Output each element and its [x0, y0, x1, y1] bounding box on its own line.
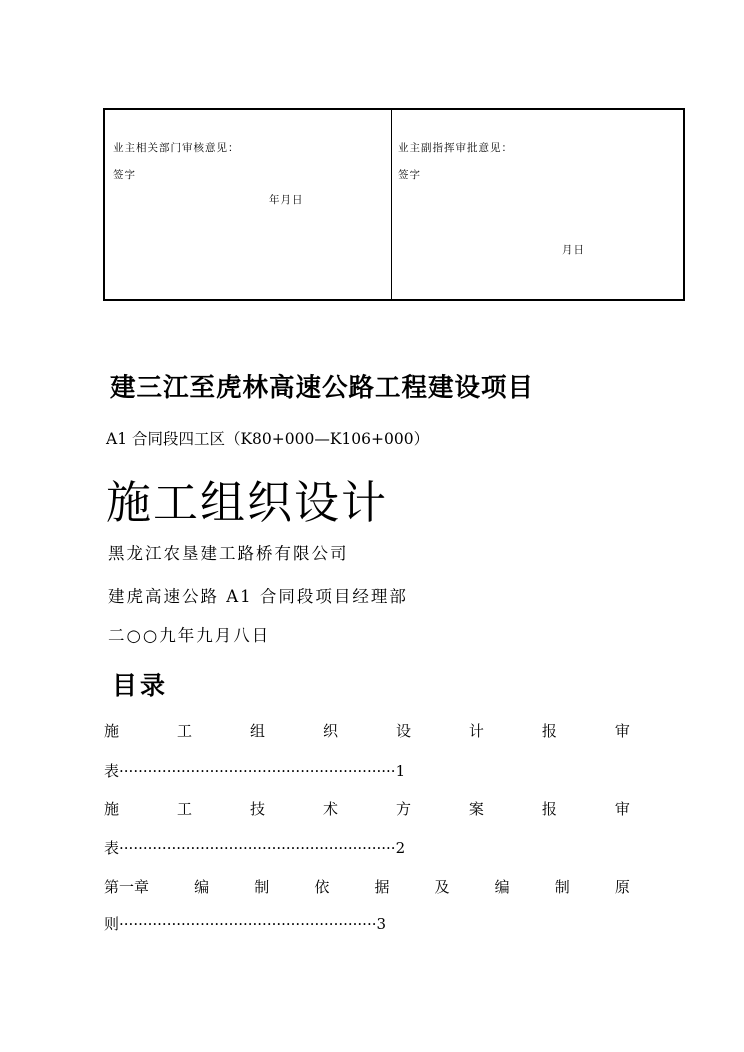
company-name: 黑龙江农垦建工路桥有限公司 [108, 544, 349, 563]
right-sign-label: 签字 [398, 169, 421, 181]
toc-tail-char: 表 [104, 839, 120, 857]
approval-table [103, 108, 685, 301]
toc-char: 组 [249, 722, 265, 740]
toc-char: 报 [541, 800, 557, 818]
toc-heading: 目录 [112, 671, 169, 700]
project-title: 建三江至虎林高速公路工程建设项目 [110, 373, 535, 403]
toc-page-number: 2 [395, 839, 406, 857]
toc-char: 施 [104, 722, 120, 740]
left-opinion-label: 业主相关部门审核意见： [113, 142, 240, 154]
toc-char: 编 [194, 878, 210, 896]
toc-page-number: 1 [395, 762, 406, 780]
toc-char: 设 [395, 722, 411, 740]
toc-char: 制 [254, 878, 270, 896]
toc-leader: ······················································ [119, 915, 377, 933]
toc-entry-2-head[interactable] [104, 798, 630, 819]
left-date-label: 年月日 [269, 194, 304, 206]
document-date: 二○○九年九月八日 [108, 626, 271, 645]
toc-leader: ·························································· [119, 762, 396, 780]
toc-char: 制 [554, 878, 570, 896]
toc-char: 技 [249, 800, 265, 818]
toc-char: 据 [374, 878, 390, 896]
toc-char: 方 [395, 800, 411, 818]
toc-char: 审 [614, 722, 630, 740]
toc-char: 织 [322, 722, 338, 740]
section-subtitle: A1 合同段四工区（K80+000—K106+000） [106, 430, 430, 448]
right-opinion-label: 业主副指挥审批意见： [398, 142, 513, 154]
toc-char: 及 [434, 878, 450, 896]
toc-char: 依 [314, 878, 330, 896]
toc-char: 报 [541, 722, 557, 740]
toc-char: 术 [322, 800, 338, 818]
table-divider [391, 110, 392, 299]
toc-page-number: 3 [376, 915, 387, 933]
toc-char: 施 [104, 800, 120, 818]
toc-char: 工 [176, 722, 192, 740]
toc-char: 计 [468, 722, 484, 740]
toc-entry-3-tail[interactable] [104, 913, 386, 934]
toc-entry-2-tail[interactable] [104, 837, 405, 858]
toc-tail-char: 表 [104, 762, 120, 780]
toc-tail-char: 则 [104, 915, 120, 933]
right-date-label: 月日 [562, 244, 585, 256]
toc-char: 原 [614, 878, 630, 896]
toc-char: 案 [468, 800, 484, 818]
toc-char: 第一章 [104, 878, 150, 896]
toc-char: 工 [176, 800, 192, 818]
toc-entry-3-head[interactable] [104, 876, 630, 897]
toc-entry-1-tail[interactable] [104, 760, 405, 781]
toc-entry-1-head[interactable] [104, 720, 630, 741]
department-name: 建虎高速公路 A1 合同段项目经理部 [108, 587, 408, 606]
toc-leader: ·························································· [119, 839, 396, 857]
document-title: 施工组织设计 [106, 476, 389, 529]
toc-char: 编 [494, 878, 510, 896]
toc-char: 审 [614, 800, 630, 818]
left-sign-label: 签字 [113, 169, 136, 181]
